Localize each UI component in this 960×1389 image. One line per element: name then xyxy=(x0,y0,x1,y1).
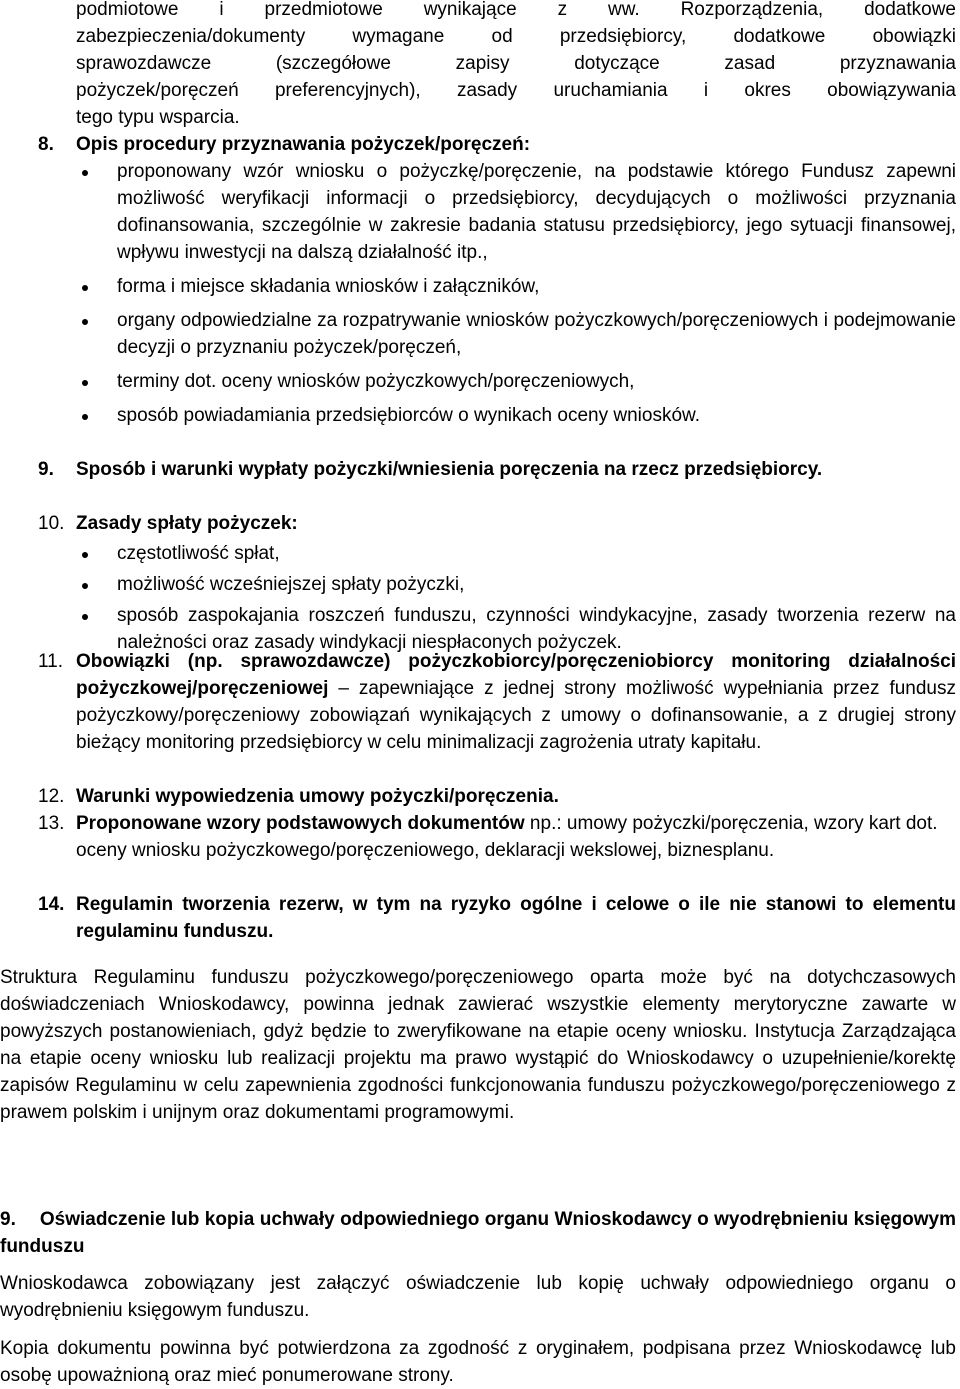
paragraph-line: zabezpieczenia/dokumenty wymagane od przedsiębiorcy, dodatkowe obowiązki xyxy=(76,26,956,47)
item-title: Proponowane wzory podstawowych dokumentów xyxy=(76,813,525,834)
bullet-text: sposób zaspokajania roszczeń funduszu, czynności windykacyjne, zasady tworzenia rezerw na należności oraz zasady windykacji niespłaconych pożyczek. xyxy=(117,605,956,653)
paragraph-line: tego typu wsparcia. xyxy=(76,107,240,128)
bullet-item xyxy=(0,368,956,395)
bullet-icon xyxy=(82,583,88,589)
item-title: Opis procedury przyznawania pożyczek/poręczeń: xyxy=(76,134,531,155)
list-item-12 xyxy=(0,783,956,810)
bullet-icon xyxy=(82,552,88,558)
item-title: Obowiązki (np. sprawozdawcze) pożyczkobiorcy/poręczeniobiorcy monitoring działalności pożyczkowej/poręczeniowej xyxy=(76,651,956,699)
bullet-text: proponowany wzór wniosku o pożyczkę/poręczenie, na podstawie którego Fundusz zapewni możliwość weryfikacji informacji o przedsiębiorcy, decydujących o możliwości przyznania dofinansowania, szczególnie w zakresie badania statusu przedsiębiorcy, jego sytuacji finansowej, wpływu inwestycji na dalszą działalność itp., xyxy=(117,161,956,263)
list-item-10 xyxy=(0,510,956,537)
bullet-icon xyxy=(82,414,88,420)
item-number: 12. xyxy=(38,786,65,807)
item-title: Warunki wypowiedzenia umowy pożyczki/poręczenia. xyxy=(76,786,559,807)
list-item-8 xyxy=(0,131,956,158)
bullet-list-item8 xyxy=(0,158,956,429)
bullet-text: forma i miejsce składania wniosków i załączników, xyxy=(117,276,540,297)
bullet-icon xyxy=(82,614,88,620)
bullet-item xyxy=(0,158,956,266)
continuation-paragraph xyxy=(76,0,956,131)
section-number: 9. xyxy=(0,1209,16,1230)
item-number: 13. xyxy=(38,813,65,834)
bullet-icon xyxy=(82,380,88,386)
item-text: np.: umowy pożyczki/poręczenia, wzory kart dot. oceny wniosku pożyczkowego/poręczeniowego, deklaracji wekslowej, biznesplanu. xyxy=(76,813,938,861)
item-number: 14. xyxy=(38,894,65,915)
structure-paragraph: Struktura Regulaminu funduszu pożyczkowego/poręczeniowego oparta może być na dotychczasowych doświadczeniach Wnioskodawcy, powinna jednak zawierać wszystkie elementy merytoryczne zawarte w powyższych postanowieniach, gdyż będzie to zweryfikowane na etapie oceny wniosku. Instytucja Zarządzająca na etapie oceny wniosku lub realizacji projektu ma prawo wystąpić do Wnioskodawcy o uzupełnienie/korektę zapisów Regulaminu w celu zapewnienia zgodności funkcjonowania funduszu pożyczkowego/poręczeniowego z prawem polskim i unijnym oraz dokumentami programowymi. xyxy=(0,967,956,1123)
paragraph-line: podmiotowe i przedmiotowe wynikające z ww. Rozporządzenia, dodatkowe xyxy=(76,0,956,20)
list-item-14 xyxy=(0,891,956,945)
list-item-11 xyxy=(0,648,956,756)
paragraph-line: sprawozdawcze (szczegółowe zapisy dotyczące zasad przyznawania xyxy=(76,53,956,74)
item-title: Regulamin tworzenia rezerw, w tym na ryzyko ogólne i celowe o ile nie stanowi to elementu regulaminu funduszu. xyxy=(76,894,956,942)
paragraph-line: pożyczek/poręczeń preferencyjnych), zasady uruchamiania i okres obowiązywania xyxy=(76,80,956,101)
item-title: Sposób i warunki wypłaty pożyczki/wniesienia poręczenia na rzecz przedsiębiorcy. xyxy=(76,459,823,480)
bullet-icon xyxy=(82,285,88,291)
item-number: 9. xyxy=(38,459,54,480)
item-number: 8. xyxy=(38,134,54,155)
list-item-9 xyxy=(0,456,956,483)
item-text: – zapewniające z jednej strony możliwość wypełniania przez fundusz pożyczkowy/poręczeniowy zobowiązań wynikających z umowy o dofinansowanie, a z drugiej strony bieżący monitoring przedsiębiorcy w celu minimalizacji zagrożenia utraty kapitału. xyxy=(76,678,956,753)
bullet-item xyxy=(0,273,956,300)
bullet-item xyxy=(0,540,956,567)
item-number: 11. xyxy=(38,651,64,672)
bullet-icon xyxy=(82,319,88,325)
bullet-icon xyxy=(82,170,88,176)
bullet-text: częstotliwość spłat, xyxy=(117,543,280,564)
bullet-list-item10 xyxy=(0,540,956,656)
statement-paragraph: Wnioskodawca zobowiązany jest załączyć oświadczenie lub kopię uchwały odpowiedniego organu o wyodrębnieniu księgowym funduszu. xyxy=(0,1273,956,1321)
section-heading xyxy=(0,1206,956,1260)
bullet-text: możliwość wcześniejszej spłaty pożyczki, xyxy=(117,574,465,595)
copy-paragraph: Kopia dokumentu powinna być potwierdzona za zgodność z oryginałem, podpisana przez Wnioskodawcę lub osobę upoważnioną oraz mieć ponumerowane strony. xyxy=(0,1338,956,1386)
bullet-item xyxy=(0,402,956,429)
bullet-text: organy odpowiedzialne za rozpatrywanie wniosków pożyczkowych/poręczeniowych i podejmowanie decyzji o przyznaniu pożyczek/poręczeń, xyxy=(117,310,956,358)
bullet-text: sposób powiadamiania przedsiębiorców o wynikach oceny wniosków. xyxy=(117,405,700,426)
bullet-text: terminy dot. oceny wniosków pożyczkowych/poręczeniowych, xyxy=(117,371,635,392)
item-number: 10. xyxy=(38,513,65,534)
list-item-13 xyxy=(0,810,956,864)
item-title: Zasady spłaty pożyczek: xyxy=(76,513,298,534)
bullet-item xyxy=(0,571,956,598)
bullet-item xyxy=(0,307,956,361)
section-title: Oświadczenie lub kopia uchwały odpowiedniego organu Wnioskodawcy o wyodrębnieniu księgowym funduszu xyxy=(0,1209,956,1257)
